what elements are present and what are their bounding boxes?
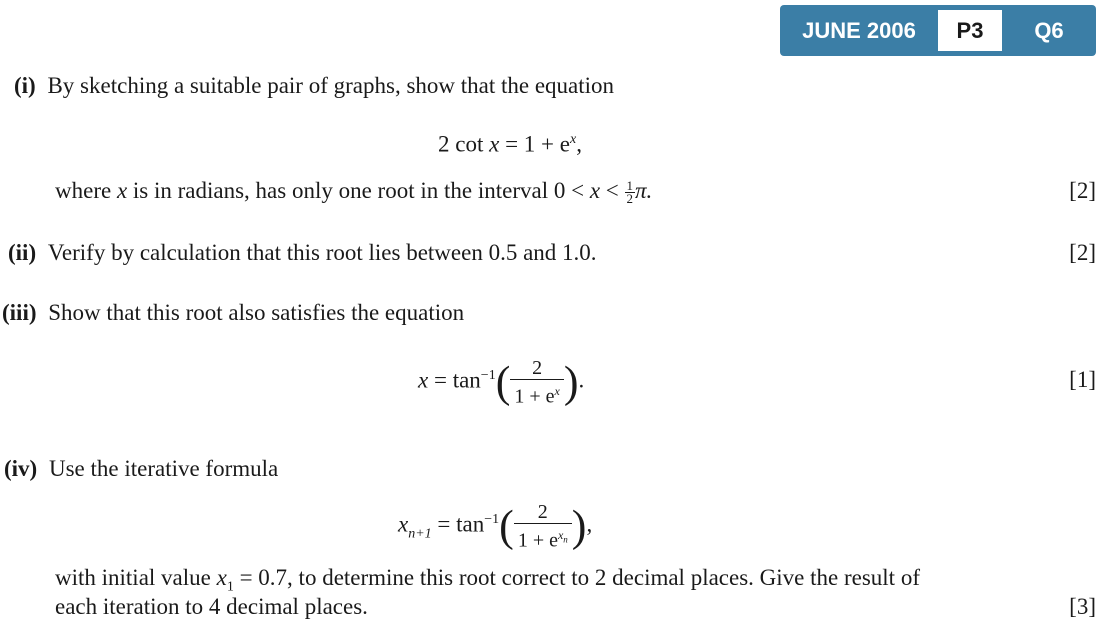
eq4-denominator [514, 524, 572, 552]
eq-cot: 2 cot [438, 131, 484, 157]
part-iv-label: (iv) [4, 456, 38, 481]
part-iv-marks: [3] [1069, 594, 1096, 619]
eq4-den-text: 1 + e [517, 529, 558, 552]
eq4-comma: , [586, 511, 593, 537]
eq3-rparen: ) [563, 357, 579, 407]
eq3-denominator [510, 380, 563, 408]
part-iv-question [4, 456, 278, 482]
eq4-fraction [514, 501, 572, 552]
eq3-tan: = tan [428, 367, 481, 393]
eq3-fraction [510, 357, 563, 408]
eq4-lparen: ( [499, 501, 514, 551]
part-ii-question [8, 240, 597, 266]
pi-symbol: π. [635, 178, 653, 203]
eq-var-x: x [489, 131, 500, 157]
eq3-inverse: −1 [480, 368, 496, 383]
line1-text-b: = 0.7, to determine this root correct to 2 decimal places. Give the result of [233, 565, 920, 590]
eq3-x: x [418, 367, 429, 393]
part-iii-marks: [1] [1069, 367, 1096, 392]
part-iii-equation [418, 352, 584, 408]
line1-subscript: 1 [226, 579, 234, 595]
eq-rhs: = 1 + e [499, 131, 570, 157]
part-i-equation [438, 127, 582, 158]
line1-x: x [216, 565, 227, 590]
eq4-den-exp-sub: n [563, 534, 568, 545]
part-i-question [14, 73, 614, 99]
half-numerator: 1 [626, 178, 634, 194]
part-iv-equation [398, 496, 592, 558]
eq3-numerator: 2 [510, 357, 563, 380]
part-iv-line2: each iteration to 4 decimal places. [55, 594, 368, 619]
where-text-a: where [55, 178, 117, 203]
line1-text-a: with initial value [55, 565, 217, 590]
paper-number: P3 [938, 10, 1002, 51]
exam-date: JUNE 2006 [802, 18, 916, 43]
eq4-den-exp: x [557, 528, 564, 543]
part-ii-label: (ii) [8, 240, 37, 265]
part-i-label: (i) [14, 73, 36, 98]
part-iv-text: Use the iterative formula [48, 456, 279, 481]
part-ii-marks: [2] [1069, 240, 1096, 265]
eq4-tan: = tan [431, 511, 485, 537]
eq-comma: , [576, 131, 582, 157]
part-i-interval [55, 178, 652, 205]
half-fraction [625, 180, 636, 205]
eq4-x: x [398, 511, 409, 537]
exam-badge [780, 5, 1096, 56]
where-text-c: < [600, 178, 625, 203]
part-iii-label: (iii) [2, 300, 37, 325]
eq3-period: . [578, 367, 585, 393]
where-x: x [116, 178, 128, 203]
part-iii-question [2, 300, 464, 326]
part-iii-text: Show that this root also satisfies the equation [48, 300, 465, 325]
half-denominator: 2 [626, 191, 634, 207]
eq4-subscript: n+1 [408, 526, 432, 542]
eq3-den-text: 1 + e [514, 385, 555, 408]
eq4-inverse: −1 [484, 512, 500, 527]
eq-exponent: x [569, 132, 577, 147]
part-i-text: By sketching a suitable pair of graphs, show that the equation [47, 73, 615, 98]
where-x2: x [589, 178, 601, 203]
eq3-den-exp: x [554, 384, 560, 399]
part-ii-text: Verify by calculation that this root lies between 0.5 and 1.0. [47, 240, 597, 265]
where-text-b: is in radians, has only one root in the interval 0 < [127, 178, 590, 203]
eq4-rparen: ) [571, 501, 587, 551]
part-i-marks: [2] [1069, 178, 1096, 203]
question-number: Q6 [1034, 18, 1064, 43]
eq3-lparen: ( [495, 357, 511, 407]
eq4-numerator: 2 [514, 501, 572, 524]
